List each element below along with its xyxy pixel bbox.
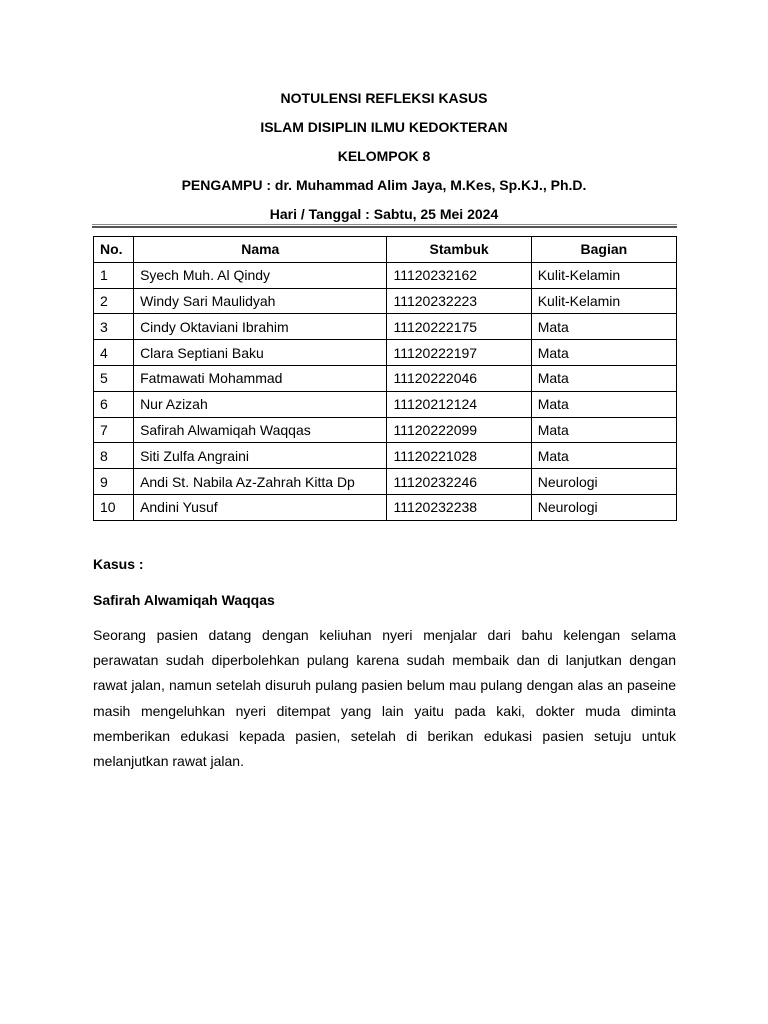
cell-nama: Windy Sari Maulidyah: [134, 288, 387, 314]
cell-bagian: Neurologi: [531, 494, 676, 520]
cell-stambuk: 11120212124: [387, 391, 531, 417]
cell-bagian: Mata: [531, 391, 676, 417]
cell-bagian: Kulit-Kelamin: [531, 288, 676, 314]
cell-nama: Cindy Oktaviani Ibrahim: [134, 314, 387, 340]
cell-stambuk: 11120232246: [387, 469, 531, 495]
title-group: KELOMPOK 8: [337, 148, 431, 164]
cell-no: 9: [94, 469, 134, 495]
table-row: [94, 469, 677, 495]
cell-nama: Nur Azizah: [134, 391, 387, 417]
members-table: [93, 236, 677, 521]
cell-no: 5: [94, 365, 134, 391]
header-divider: [92, 224, 677, 228]
cell-bagian: Kulit-Kelamin: [531, 262, 676, 288]
header-no: No.: [94, 237, 134, 263]
cell-stambuk: 11120221028: [387, 443, 531, 469]
table-row: [94, 494, 677, 520]
cell-bagian: Mata: [531, 417, 676, 443]
cell-no: 4: [94, 340, 134, 366]
table-row: [94, 365, 677, 391]
cell-no: 7: [94, 417, 134, 443]
cell-stambuk: 11120232238: [387, 494, 531, 520]
cell-no: 3: [94, 314, 134, 340]
table-row: [94, 391, 677, 417]
cell-stambuk: 11120232223: [387, 288, 531, 314]
cell-nama: Fatmawati Mohammad: [134, 365, 387, 391]
cell-no: 10: [94, 494, 134, 520]
cell-stambuk: 11120222197: [387, 340, 531, 366]
cell-bagian: Mata: [531, 365, 676, 391]
cell-nama: Siti Zulfa Angraini: [134, 443, 387, 469]
header-stambuk: Stambuk: [387, 237, 531, 263]
case-label: Kasus :: [93, 556, 144, 572]
table-row: [94, 443, 677, 469]
title-lecturer: PENGAMPU : dr. Muhammad Alim Jaya, M.Kes, Sp.KJ., Ph.D.: [181, 177, 587, 193]
table-header-row: [94, 237, 677, 263]
header-nama: Nama: [134, 237, 387, 263]
table-row: [94, 417, 677, 443]
table-row: [94, 262, 677, 288]
cell-bagian: Neurologi: [531, 469, 676, 495]
cell-nama: Clara Septiani Baku: [134, 340, 387, 366]
cell-nama: Safirah Alwamiqah Waqqas: [134, 417, 387, 443]
cell-stambuk: 11120222099: [387, 417, 531, 443]
case-person: Safirah Alwamiqah Waqqas: [93, 592, 275, 608]
cell-no: 8: [94, 443, 134, 469]
header-bagian: Bagian: [531, 237, 676, 263]
title-course: ISLAM DISIPLIN ILMU KEDOKTERAN: [260, 119, 508, 135]
cell-nama: Andini Yusuf: [134, 494, 387, 520]
cell-bagian: Mata: [531, 443, 676, 469]
cell-no: 1: [94, 262, 134, 288]
title-date: Hari / Tanggal : Sabtu, 25 Mei 2024: [269, 206, 499, 222]
cell-bagian: Mata: [531, 314, 676, 340]
cell-no: 6: [94, 391, 134, 417]
cell-nama: Andi St. Nabila Az-Zahrah Kitta Dp: [134, 469, 387, 495]
cell-nama: Syech Muh. Al Qindy: [134, 262, 387, 288]
table-row: [94, 314, 677, 340]
table-row: [94, 288, 677, 314]
title-notulensi: NOTULENSI REFLEKSI KASUS: [280, 90, 488, 106]
cell-stambuk: 11120222175: [387, 314, 531, 340]
table-row: [94, 340, 677, 366]
cell-bagian: Mata: [531, 340, 676, 366]
cell-stambuk: 11120222046: [387, 365, 531, 391]
case-description: Seorang pasien datang dengan keliuhan nyeri menjalar dari bahu kelengan selama perawatan sudah diperbolehkan pulang karena sudah membaik dan di lanjutkan dengan rawat jalan, namun setelah disuruh pulang pasien belum mau pulang dengan alas an paseine masih mengeluhkan nyeri ditempat yang lain yaitu pada kaki, dokter muda diminta memberikan edukasi kepada pasien, setelah di berikan edukasi pasien setuju untuk melanjutkan rawat jalan.: [93, 627, 676, 770]
cell-no: 2: [94, 288, 134, 314]
cell-stambuk: 11120232162: [387, 262, 531, 288]
